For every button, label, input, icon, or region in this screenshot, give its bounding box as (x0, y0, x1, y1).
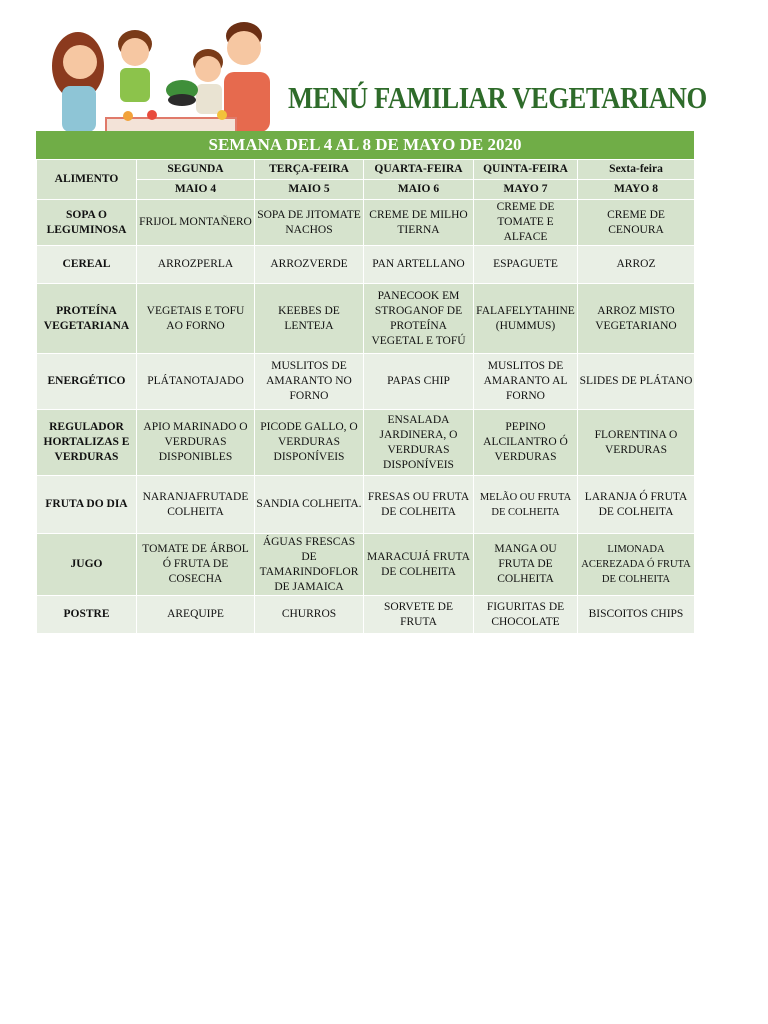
menu-cell: ARROZPERLA (137, 246, 255, 284)
man-face (227, 31, 261, 65)
menu-cell: BISCOITOS CHIPS (578, 596, 695, 634)
menu-cell: FRESAS OU FRUTA DE COLHEITA (364, 476, 474, 534)
menu-cell: KEEBES DE LENTEJA (255, 284, 364, 354)
header-day: QUINTA-FEIRA (474, 160, 578, 180)
menu-cell: AREQUIPE (137, 596, 255, 634)
table-row (37, 200, 695, 246)
header-day: QUARTA-FEIRA (364, 160, 474, 180)
menu-cell: FRIJOL MONTAÑERO (137, 200, 255, 246)
table-row (37, 476, 695, 534)
menu-cell: ARROZ (578, 246, 695, 284)
menu-cell: CREME DE CENOURA (578, 200, 695, 246)
row-label: SOPA O LEGUMINOSA (37, 200, 137, 246)
menu-cell: LARANJA Ó FRUTA DE COLHEITA (578, 476, 695, 534)
menu-cell: MUSLITOS DE AMARANTO NO FORNO (255, 354, 364, 410)
menu-cell: ARROZVERDE (255, 246, 364, 284)
week-banner: SEMANA DEL 4 AL 8 DE MAYO DE 2020 (36, 131, 694, 159)
menu-cell: NARANJAFRUTADE COLHEITA (137, 476, 255, 534)
header-day: Sexta-feira (578, 160, 695, 180)
girl-face (195, 56, 221, 82)
menu-grid (36, 159, 695, 634)
row-label: REGULADOR HORTALIZAS E VERDURAS (37, 410, 137, 476)
boy-face (121, 38, 149, 66)
menu-cell: MARACUJÁ FRUTA DE COLHEITA (364, 534, 474, 596)
table-row (37, 354, 695, 410)
header-date: MAIO 5 (255, 180, 364, 200)
menu-cell: ÁGUAS FRESCAS DE TAMARINDOFLOR DE JAMAICA (255, 534, 364, 596)
menu-cell: VEGETAIS E TOFU AO FORNO (137, 284, 255, 354)
header-alimento: ALIMENTO (37, 160, 137, 200)
menu-cell: ESPAGUETE (474, 246, 578, 284)
table-row (37, 596, 695, 634)
menu-cell: FLORENTINA O VERDURAS (578, 410, 695, 476)
menu-cell: PEPINO ALCILANTRO Ó VERDURAS (474, 410, 578, 476)
menu-cell: SANDIA COLHEITA. (255, 476, 364, 534)
table-row (37, 246, 695, 284)
header-day: SEGUNDA (137, 160, 255, 180)
table-row (37, 534, 695, 596)
menu-cell: CREME DE MILHO TIERNA (364, 200, 474, 246)
table-row (37, 284, 695, 354)
woman-body (62, 86, 96, 132)
boy-body (120, 68, 150, 102)
menu-cell: SOPA DE JITOMATE NACHOS (255, 200, 364, 246)
menu-cell: LIMONADA ACEREZADA Ó FRUTA DE COLHEITA (578, 534, 695, 596)
menu-cell: PAPAS CHIP (364, 354, 474, 410)
menu-cell: SLIDES DE PLÁTANO (578, 354, 695, 410)
menu-cell: PLÁTANOTAJADO (137, 354, 255, 410)
menu-cell: APIO MARINADO O VERDURAS DISPONIBLES (137, 410, 255, 476)
menu-cell: SORVETE DE FRUTA (364, 596, 474, 634)
header-date: MAYO 8 (578, 180, 695, 200)
menu-cell: FALAFELYTAHINE (HUMMUS) (474, 284, 578, 354)
header-date: MAIO 6 (364, 180, 474, 200)
menu-cell: MELÃO OU FRUTA DE COLHEITA (474, 476, 578, 534)
row-label: POSTRE (37, 596, 137, 634)
menu-cell: ARROZ MISTO VEGETARIANO (578, 284, 695, 354)
row-label: FRUTA DO DIA (37, 476, 137, 534)
table-row (37, 410, 695, 476)
menu-cell: MANGA OU FRUTA DE COLHEITA (474, 534, 578, 596)
menu-cell: MUSLITOS DE AMARANTO AL FORNO (474, 354, 578, 410)
header-day: TERÇA-FEIRA (255, 160, 364, 180)
menu-cell: CHURROS (255, 596, 364, 634)
row-label: JUGO (37, 534, 137, 596)
menu-cell: PICODE GALLO, O VERDURAS DISPONÍVEIS (255, 410, 364, 476)
header-days-row (37, 160, 695, 180)
menu-cell: TOMATE DE ÁRBOL Ó FRUTA DE COSECHA (137, 534, 255, 596)
page-title: MENÚ FAMILIAR VEGETARIANO (288, 80, 707, 115)
header-date: MAIO 4 (137, 180, 255, 200)
row-label: ENERGÉTICO (37, 354, 137, 410)
menu-cell: CREME DE TOMATE E ALFACE (474, 200, 578, 246)
header-date: MAYO 7 (474, 180, 578, 200)
family-illustration (40, 14, 280, 134)
menu-cell: PANECOOK EM STROGANOF DE PROTEÍNA VEGETAL E TOFÚ (364, 284, 474, 354)
menu-cell: PAN ARTELLANO (364, 246, 474, 284)
woman-face (63, 45, 97, 79)
row-label: PROTEÍNA VEGETARIANA (37, 284, 137, 354)
menu-cell: FIGURITAS DE CHOCOLATE (474, 596, 578, 634)
menu-table (36, 131, 694, 634)
row-label: CEREAL (37, 246, 137, 284)
menu-cell: ENSALADA JARDINERA, O VERDURAS DISPONÍVEIS (364, 410, 474, 476)
